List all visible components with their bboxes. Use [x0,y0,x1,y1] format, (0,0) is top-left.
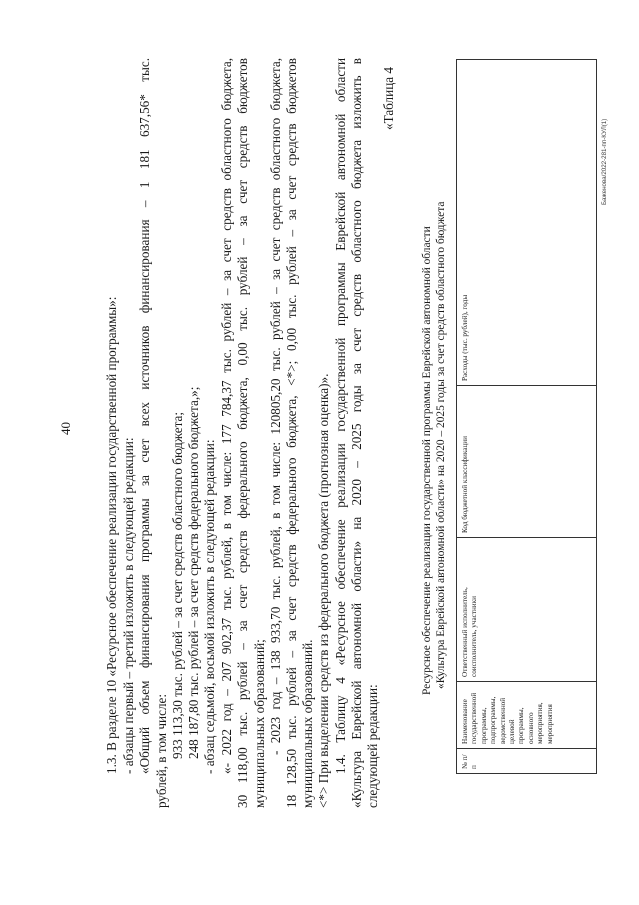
text-line: рублей, в том числе: [154,693,169,808]
table-divider [457,748,596,749]
table-divider [457,681,596,682]
text-line: 30 118,00 тыс. рублей – за счет средств федерального бюджета, 0,00 тыс. рублей – за счет средств бюджетов [235,58,250,808]
text-line: 1.3. В разделе 10 «Ресурсное обеспечение реализации государственной программы»: [104,296,119,774]
header-num: № п/п [461,754,479,769]
text-line: следующей редакции: [365,684,380,808]
footer-code: Баженова/2022-281-пп-КУЛ(1) [601,118,608,205]
text-line: муниципальных образований. [300,639,315,808]
text-line: 933 113,30 тыс. рублей – за счет средств областного бюджета; [170,411,185,759]
page-number: 40 [58,422,73,435]
text-line: «- 2022 год – 207 902,37 тыс. рублей, в том числе: 177 784,37 тыс. рублей – за счет средств областного бюджета, [219,58,234,774]
text-line: - 2023 год – 138 933,70 тыс. рублей, в том числе: 120805,20 тыс. рублей – за счет средств областного бюджета, [268,58,283,755]
text-line: - абзац седьмой, восьмой изложить в следующей редакции: [202,439,217,774]
text-line: 1.4. Таблицу 4 «Ресурсное обеспечение реализации государственной программы Еврейской автономной области [333,58,348,774]
table-title-line: Ресурсное обеспечение реализации государственной программы Еврейской автономной области [421,226,433,695]
header-expenses: Расходы (тыс. рублей), годы [461,294,469,381]
text-line: «Общий объем финансирования программы за счет всех источников финансирования – 1 181 637,56* тыс. [137,58,152,774]
table-title-line: «Культура Еврейской автономной области» на 2020 – 2025 годы за счет средств областного бюджета [435,201,447,689]
table-caption-label: «Таблица 4 [381,67,396,130]
header-executor: Ответственный исполнитель, соисполнитель, участники [461,587,479,677]
text-line: «Культура Еврейской автономной области» на 2020 – 2025 годы за счет средств областного бюджета изложить в [349,58,364,808]
text-line: - абзацы первый – третий изложить в следующей редакции: [121,437,136,774]
table-divider [457,385,596,386]
text-line: <*> При выделении средств из федерального бюджета (прогнозная оценка)». [316,373,331,808]
table-divider [457,537,596,538]
text-line: 18 128,50 тыс. рублей – за счет средств федерального бюджета, <*>; 0,00 тыс. рублей – за счет средств бюджетов [284,58,299,808]
resource-table [456,59,597,774]
text-line: 248 187,80 тыс. рублей – за счет средств федерального бюджета,»; [186,386,201,759]
text-line: муниципальных образований; [252,639,267,808]
header-code: Код бюджетной классификации [461,436,469,533]
header-name: Наименование государственной программы, подпрограммы, ведомственной целевой программы, основного мероприятия, мероприятия [461,692,554,744]
